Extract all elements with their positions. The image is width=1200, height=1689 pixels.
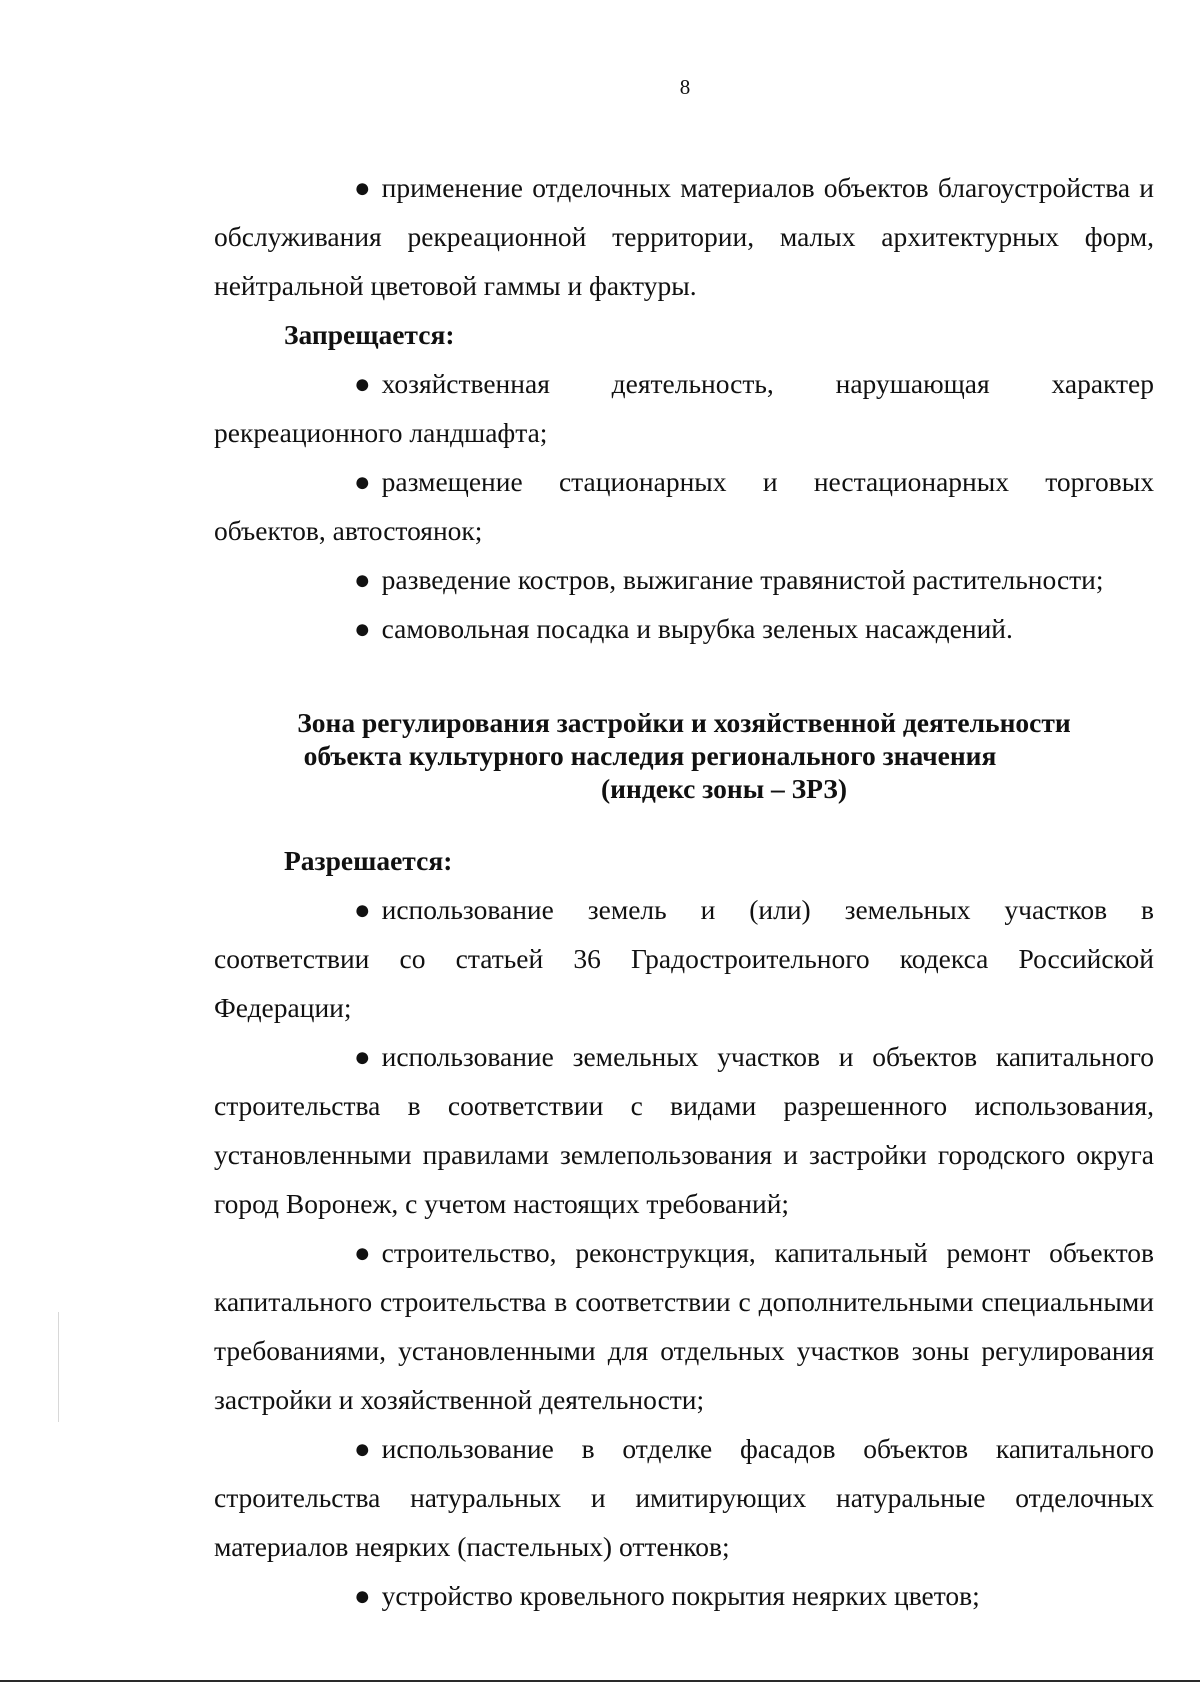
bullet-icon: ● (354, 564, 371, 595)
list-item (214, 1228, 1154, 1424)
list-item-text: размещение стационарных и нестационарных торговых объектов, автостоянок; (214, 466, 1154, 546)
heading-line: Зона регулирования застройки и хозяйственной деятельности (297, 707, 1071, 738)
list-item (214, 457, 1154, 555)
bullet-icon: ● (354, 368, 371, 399)
bullet-icon: ● (354, 613, 371, 644)
list-item (214, 163, 1154, 310)
list-item (214, 604, 1154, 653)
list-item-text: использование земельных участков и объектов капитального строительства в соответствии с видами разрешенного использования, установленными правилами землепользования и застройки городского округа город Воронеж, с учетом настоящих требований; (214, 1041, 1154, 1219)
section-heading (214, 706, 1154, 805)
list-item-text: самовольная посадка и вырубка зеленых насаждений. (381, 613, 1013, 644)
list-item-text: использование в отделке фасадов объектов капитального строительства натуральных и имитирующих натуральные отделочных материалов неярких (пастельных) оттенков; (214, 1433, 1154, 1562)
scan-margin-mark (58, 1312, 59, 1422)
scan-bottom-edge (0, 1680, 1200, 1682)
list-item-text: использование земель и (или) земельных участков в соответствии со статьей 36 Градостроительного кодекса Российской Федерации; (214, 894, 1154, 1023)
list-item (214, 359, 1154, 457)
bullet-icon: ● (354, 894, 371, 925)
list-item (214, 1032, 1154, 1228)
list-item (214, 555, 1154, 604)
page-number: 8 (679, 75, 691, 99)
bullet-icon: ● (354, 1433, 371, 1464)
list-item-text: хозяйственная деятельность, нарушающая характер рекреационного ландшафта; (214, 368, 1154, 448)
bullet-icon: ● (354, 1580, 371, 1611)
bullet-icon: ● (354, 1041, 371, 1072)
list-item (214, 1571, 1154, 1620)
list-item-text: разведение костров, выжигание травянистой растительности; (381, 564, 1104, 595)
bullet-icon: ● (354, 1237, 371, 1268)
bullet-icon: ● (354, 172, 371, 203)
list-item (214, 885, 1154, 1032)
section-label-allowed: Разрешается: (284, 845, 453, 876)
list-item (214, 1424, 1154, 1571)
list-item-text: устройство кровельного покрытия неярких цветов; (381, 1580, 980, 1611)
list-item-text: строительство, реконструкция, капитальный ремонт объектов капитального строительства в соответствии с дополнительными специальными требованиями, установленными для отдельных участков зоны регулирования застройки и хозяйственной деятельности; (214, 1237, 1154, 1415)
list-item-text: применение отделочных материалов объектов благоустройства и обслуживания рекреационной территории, малых архитектурных форм, нейтральной цветовой гаммы и фактуры. (214, 172, 1154, 301)
heading-line: (индекс зоны – ЗРЗ) (601, 773, 847, 804)
document-body (214, 163, 1154, 1620)
bullet-icon: ● (354, 466, 371, 497)
section-label-forbidden: Запрещается: (284, 319, 455, 350)
heading-line: объекта культурного наследия регионального значения (303, 740, 997, 771)
